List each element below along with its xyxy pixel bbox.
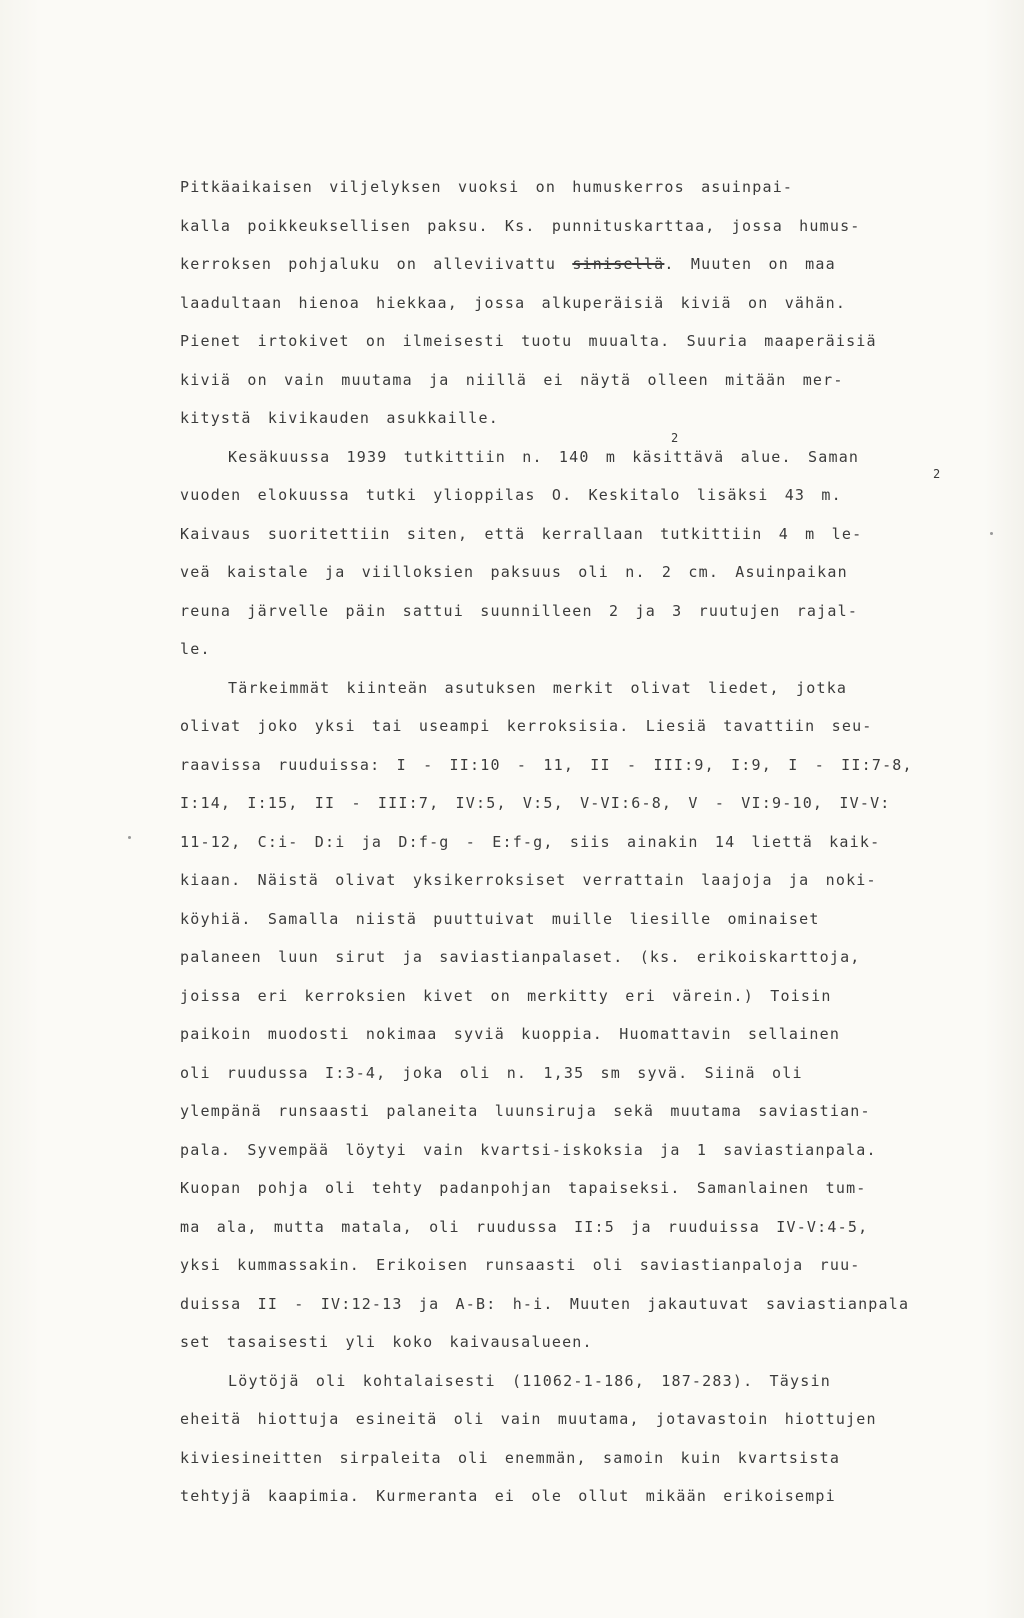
text-line: kiaan. Näistä olivat yksikerroksiset verrattain laajoja ja noki-	[180, 871, 877, 889]
text-line: Kuopan pohja oli tehty padanpohjan tapaiseksi. Samanlainen tum-	[180, 1179, 867, 1197]
text-line: vuoden elokuussa tutki ylioppilas O. Keskitalo lisäksi 43 m.	[180, 486, 842, 504]
text-line: olivat joko yksi tai useampi kerroksisia. Liesiä tavattiin seu-	[180, 717, 873, 735]
paper-speck	[128, 836, 131, 839]
text-line: joissa eri kerroksien kivet on merkitty eri värein.) Toisin	[180, 986, 832, 1005]
typewritten-text	[180, 168, 1000, 1516]
text-line: yksi kummassakin. Erikoisen runsaasti oli saviastianpaloja ruu-	[180, 1256, 861, 1274]
text-line: raavissa ruuduissa: I - II:10 - 11, II - III:9, I:9, I - II:7-8,	[180, 755, 913, 774]
text-line: Tärkeimmät kiinteän asutuksen merkit olivat liedet, jotka	[228, 678, 848, 697]
text-segment: . Muuten on maa	[664, 255, 836, 273]
text-line: paikoin muodosti nokimaa syviä kuoppia. Huomattavin sellainen	[180, 1025, 841, 1043]
paper-speck	[990, 532, 993, 535]
text-line: eheitä hiottuja esineitä oli vain muutama, jotavastoin hiottujen	[180, 1410, 877, 1428]
text-line: oli ruudussa I:3-4, joka oli n. 1,35 sm syvä. Siinä oli	[180, 1063, 803, 1082]
text-line: duissa II - IV:12-13 ja A-B: h-i. Muuten jakautuvat saviastianpala	[180, 1294, 910, 1313]
text-line-with-superscript	[228, 430, 1000, 481]
text-line: set tasaisesti yli koko kaivausalueen.	[180, 1333, 593, 1351]
text-line: kiviesineitten sirpaleita oli enemmän, samoin kuin kvartsista	[180, 1448, 841, 1467]
text-line: kalla poikkeuksellisen paksu. Ks. punnituskarttaa, jossa humus-	[180, 216, 861, 235]
text-line: köyhiä. Samalla niistä puuttuivat muille liesille ominaiset	[180, 909, 820, 928]
text-line: kiviä on vain muutama ja niillä ei näytä olleen mitään mer-	[180, 370, 844, 389]
text-line: 11-12, C:i- D:i ja D:f-g - E:f-g, siis ainakin 14 liettä kaik-	[180, 832, 881, 851]
superscript: 2	[933, 466, 942, 481]
text-line: le.	[180, 640, 211, 658]
text-line: Pitkäaikaisen viljelyksen vuoksi on humuskerros asuinpai-	[180, 178, 794, 196]
text-line: palaneen luun sirut ja saviastianpalaset. (ks. erikoiskarttoja,	[180, 948, 861, 966]
text-segment: Kesäkuussa 1939 tutkittiin n. 140 m	[228, 447, 617, 466]
text-line: Kaivaus suoritettiin siten, että kerrallaan tutkittiin 4 m le-	[180, 524, 863, 543]
text-line: Löytöjä oli kohtalaisesti (11062-1-186, 187-283). Täysin	[228, 1371, 831, 1390]
text-segment: käsittävä alue. Saman	[616, 447, 860, 466]
text-line: ma ala, mutta matala, oli ruudussa II:5 ja ruuduissa IV-V:4-5,	[180, 1217, 869, 1236]
text-line: reuna järvelle päin sattui suunnilleen 2 ja 3 ruutujen rajal-	[180, 601, 859, 620]
struck-word: sinisellä	[572, 255, 665, 273]
text-line: laadultaan hienoa hiekkaa, jossa alkuperäisiä kiviä on vähän.	[180, 293, 847, 312]
text-line-with-strikethrough	[180, 245, 1000, 284]
superscript: 2	[671, 430, 680, 445]
text-line: tehtyjä kaapimia. Kurmeranta ei ole ollut mikään erikoisempi	[180, 1487, 836, 1505]
text-line: kitystä kivikauden asukkaille.	[180, 409, 499, 427]
text-line: I:14, I:15, II - III:7, IV:5, V:5, V-VI:6-8, V - VI:9-10, IV-V:	[180, 794, 891, 812]
text-segment: kerroksen pohjaluku on alleviivattu	[180, 255, 573, 273]
text-line: pala. Syvempää löytyi vain kvartsi-iskoksia ja 1 saviastianpala.	[180, 1140, 877, 1159]
text-line: veä kaistale ja viilloksien paksuus oli n. 2 cm. Asuinpaikan	[180, 563, 848, 581]
text-line: Pienet irtokivet on ilmeisesti tuotu muualta. Suuria maaperäisiä	[180, 332, 877, 350]
text-line: ylempänä runsaasti palaneita luunsiruja sekä muutama saviastian-	[180, 1102, 871, 1120]
